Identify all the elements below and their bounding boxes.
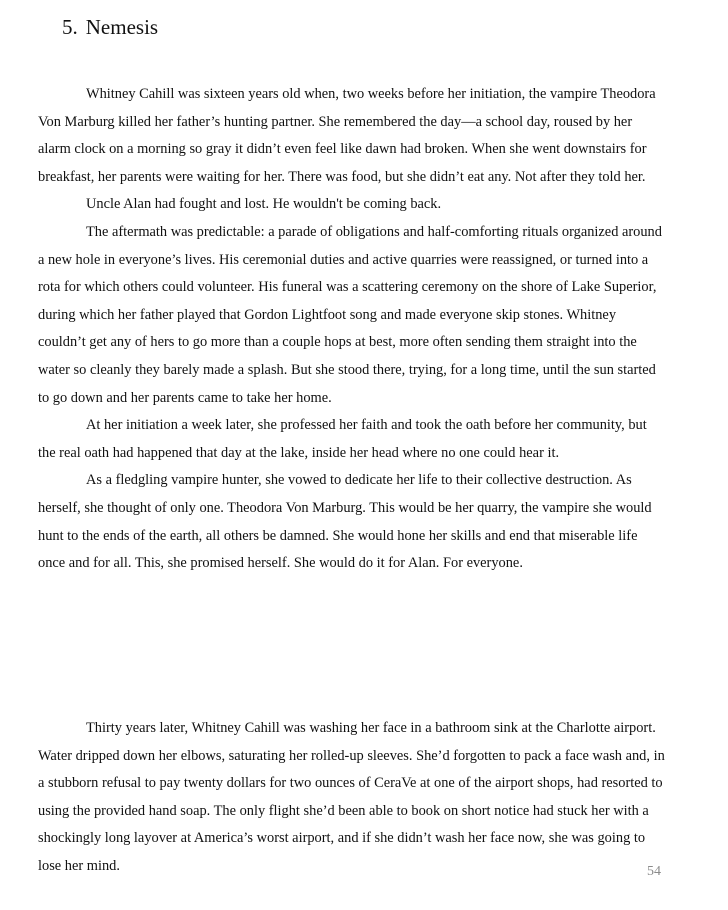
paragraph: Uncle Alan had fought and lost. He wouldn't be coming back. — [86, 196, 442, 213]
paragraph: As a fledgling vampire hunter, she vowed to dedicate her life to their collective destruction. As herself, she thought of only one. Theodora Von Marburg. This would be her quarry, the vampire she would hunt to the ends of the earth, all others be damned. She would hone her skills and end that miserable life once and for all. This, she promised herself. She would do it for Alan. For everyone. — [38, 472, 652, 572]
chapter-heading — [62, 12, 158, 42]
paragraph: Thirty years later, Whitney Cahill was washing her face in a bathroom sink at the Charlotte airport. Water dripped down her elbows, saturating her rolled-up sleeves. She’d forgotten to pack a face wash and, in a stubborn refusal to pay twenty dollars for two ounces of CeraVe at one of the airport shops, had resorted to using the provided hand soap. The only flight she’d been able to book on short notice had stuck her with a shockingly long layover at America’s worst airport, and if she didn’t wash her face now, she was going to lose her mind. — [38, 720, 665, 874]
paragraph: At her initiation a week later, she professed her faith and took the oath before her community, but the real oath had happened that day at the lake, inside her head where no one could hear it. — [38, 417, 647, 461]
chapter-title: Nemesis — [85, 15, 159, 39]
body-text-section-2 — [38, 715, 666, 881]
page-number: 54 — [647, 864, 661, 879]
paragraph: Whitney Cahill was sixteen years old when, two weeks before her initiation, the vampire Theodora Von Marburg killed her father’s hunting partner. She remembered the day—a school day, roused by her alarm clock on a morning so gray it didn’t even feel like dawn had broken. When she went downstairs for breakfast, her parents were waiting for her. There was food, but she didn’t eat any. Not after they told her. — [38, 86, 656, 185]
chapter-number: 5. — [62, 15, 78, 39]
paragraph: The aftermath was predictable: a parade of obligations and half-comforting rituals organized around a new hole in everyone’s lives. His ceremonial duties and active quarries were reassigned, or turned into a rota for which others could volunteer. His funeral was a scattering ceremony on the shore of Lake Superior, during which her father played that Gordon Lightfoot song and made everyone skip stones. Whitney couldn’t get any of hers to go more than a couple hops at best, more often sending them straight into the water so cleanly they barely made a splash. But she stood there, trying, for a long time, until the sun started to go down and her parents came to take her home. — [38, 223, 662, 406]
body-text-section-1 — [38, 81, 666, 578]
